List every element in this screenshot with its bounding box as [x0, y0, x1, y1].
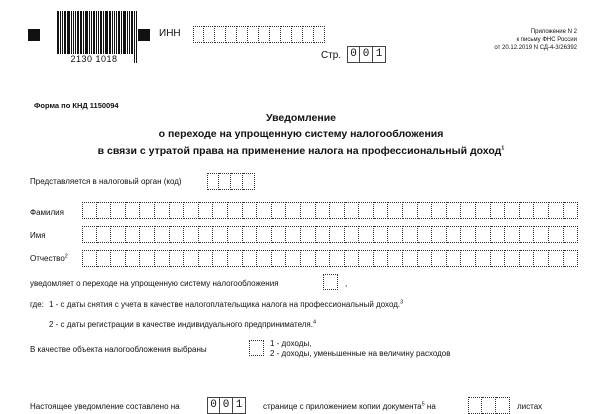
input-cell[interactable]: [418, 226, 433, 243]
input-cell[interactable]: [82, 226, 97, 243]
input-cell[interactable]: [388, 250, 403, 267]
input-cell[interactable]: [447, 250, 462, 267]
corner-marker-middle: [138, 29, 150, 41]
footer-sheets-field[interactable]: [468, 397, 510, 414]
barcode-number: 2130 1018: [54, 54, 134, 64]
input-cell[interactable]: [219, 173, 231, 190]
input-cell[interactable]: [184, 250, 199, 267]
input-cell[interactable]: [272, 226, 287, 243]
input-cell[interactable]: [237, 26, 248, 43]
input-cell[interactable]: [155, 202, 170, 219]
page-number-field[interactable]: [347, 46, 386, 63]
input-cell[interactable]: [316, 250, 331, 267]
where-label: где:: [30, 300, 44, 309]
title-footnote: 1: [501, 145, 505, 152]
name-field[interactable]: [82, 226, 578, 243]
appendix-line-2: к письму ФНС России: [516, 37, 577, 43]
input-cell[interactable]: [155, 250, 170, 267]
transition-option-field[interactable]: [323, 274, 338, 290]
title-line-2: о переходе на упрощенную систему налогообложения: [158, 128, 444, 140]
input-cell[interactable]: [491, 250, 506, 267]
input-cell[interactable]: [228, 226, 243, 243]
input-cell[interactable]: [447, 202, 462, 219]
input-cell[interactable]: [301, 250, 316, 267]
input-cell[interactable]: [82, 250, 97, 267]
input-cell[interactable]: [226, 26, 237, 43]
input-cell[interactable]: [228, 250, 243, 267]
input-cell[interactable]: [301, 226, 316, 243]
input-cell[interactable]: [564, 250, 579, 267]
input-cell[interactable]: [140, 226, 155, 243]
input-cell[interactable]: [301, 202, 316, 219]
notify-text: уведомляет о переходе на упрощенную систему налогообложения: [30, 279, 279, 288]
option-2-wrap: [49, 320, 316, 329]
input-cell[interactable]: [193, 26, 204, 43]
surname-field[interactable]: [82, 202, 578, 219]
input-cell[interactable]: [491, 226, 506, 243]
input-cell[interactable]: [432, 202, 447, 219]
input-cell[interactable]: [228, 202, 243, 219]
input-cell[interactable]: [314, 26, 325, 43]
surname-label: Фамилия: [30, 208, 64, 217]
input-cell[interactable]: [257, 202, 272, 219]
input-cell[interactable]: [388, 202, 403, 219]
notify-comma: ,: [345, 279, 348, 288]
input-cell[interactable]: [97, 202, 112, 219]
input-cell[interactable]: [482, 397, 496, 414]
input-cell[interactable]: [270, 26, 281, 43]
option-1-text: 1 - с даты снятия с учета в качестве налогоплательщика налога на профессиональный доход.: [49, 300, 401, 309]
name-label: Имя: [30, 231, 46, 240]
inn-field[interactable]: [193, 26, 325, 43]
input-cell[interactable]: [257, 226, 272, 243]
object-option-1: 1 - доходы,: [270, 339, 312, 348]
option-1-footnote: 3: [400, 299, 404, 306]
input-cell[interactable]: 0: [207, 397, 220, 414]
input-cell[interactable]: [461, 202, 476, 219]
tax-authority-code-field[interactable]: [207, 173, 255, 190]
input-cell[interactable]: [418, 202, 433, 219]
input-cell[interactable]: [281, 26, 292, 43]
input-cell[interactable]: [272, 202, 287, 219]
input-cell[interactable]: [243, 173, 255, 190]
tax-object-field[interactable]: [249, 340, 264, 356]
input-cell[interactable]: [403, 250, 418, 267]
title-line-3: в связи с утратой права на применение налога на профессиональный доход: [97, 145, 502, 157]
input-cell[interactable]: [82, 202, 97, 219]
input-cell[interactable]: [345, 226, 360, 243]
input-cell[interactable]: [374, 202, 389, 219]
footer-sheets-label: листах: [517, 402, 543, 411]
input-cell[interactable]: [476, 226, 491, 243]
object-option-2: 2 - доходы, уменьшенные на величину расходов: [270, 349, 451, 358]
input-cell[interactable]: [170, 250, 185, 267]
input-cell[interactable]: [534, 250, 549, 267]
input-cell[interactable]: [505, 250, 520, 267]
input-cell[interactable]: [316, 226, 331, 243]
input-cell[interactable]: [272, 250, 287, 267]
input-cell[interactable]: [243, 202, 258, 219]
input-cell[interactable]: [432, 226, 447, 243]
input-cell[interactable]: [184, 226, 199, 243]
input-cell[interactable]: [111, 250, 126, 267]
input-cell[interactable]: [215, 26, 226, 43]
tax-authority-label: Представляется в налоговый орган (код): [30, 177, 182, 186]
input-cell[interactable]: [111, 202, 126, 219]
input-cell[interactable]: [330, 202, 345, 219]
input-cell[interactable]: [345, 250, 360, 267]
option-2-footnote: 4: [312, 319, 317, 326]
input-cell[interactable]: [359, 250, 374, 267]
input-cell[interactable]: [388, 226, 403, 243]
input-cell[interactable]: [403, 202, 418, 219]
input-cell[interactable]: [476, 202, 491, 219]
patronymic-label-wrap: [30, 254, 68, 263]
input-cell[interactable]: [243, 250, 258, 267]
input-cell[interactable]: [330, 226, 345, 243]
form-knd: Форма по КНД 1150094: [34, 101, 119, 110]
title-line-3-wrap: [0, 145, 602, 157]
input-cell[interactable]: [231, 173, 243, 190]
input-cell[interactable]: [520, 250, 535, 267]
footer-text-pre: Настоящее уведомление составлено на: [30, 402, 180, 411]
input-cell[interactable]: [476, 250, 491, 267]
input-cell[interactable]: [549, 202, 564, 219]
input-cell[interactable]: [286, 226, 301, 243]
input-cell[interactable]: [249, 340, 264, 356]
input-cell[interactable]: [564, 202, 579, 219]
input-cell[interactable]: [257, 250, 272, 267]
input-cell[interactable]: [155, 226, 170, 243]
option-2-text: 2 - с даты регистрации в качестве индивидуального предпринимателя.: [49, 320, 313, 329]
footer-text-mid-wrap: [263, 402, 436, 411]
input-cell[interactable]: [505, 202, 520, 219]
footer-text-on: на: [426, 402, 436, 411]
footer-footnote: 5: [421, 401, 425, 408]
input-cell[interactable]: [126, 202, 141, 219]
input-cell[interactable]: [204, 26, 215, 43]
input-cell[interactable]: [564, 226, 579, 243]
input-cell[interactable]: [323, 274, 338, 290]
input-cell[interactable]: [461, 250, 476, 267]
input-cell[interactable]: 1: [233, 397, 246, 414]
input-cell[interactable]: [111, 226, 126, 243]
input-cell[interactable]: [520, 226, 535, 243]
input-cell[interactable]: [140, 202, 155, 219]
footer-pages-field[interactable]: [207, 397, 246, 414]
input-cell[interactable]: [520, 202, 535, 219]
input-cell[interactable]: [199, 250, 214, 267]
input-cell[interactable]: [199, 226, 214, 243]
input-cell[interactable]: [316, 202, 331, 219]
input-cell[interactable]: [243, 226, 258, 243]
title-line-1: Уведомление: [265, 112, 336, 124]
input-cell[interactable]: [213, 202, 228, 219]
input-cell[interactable]: [286, 250, 301, 267]
input-cell[interactable]: [213, 250, 228, 267]
patronymic-label: Отчество: [30, 254, 65, 263]
input-cell[interactable]: [359, 202, 374, 219]
input-cell[interactable]: [286, 202, 301, 219]
inn-label: ИНН: [159, 28, 181, 39]
input-cell[interactable]: [213, 226, 228, 243]
object-label: В качестве объекта налогообложения выбраны: [30, 345, 207, 354]
input-cell[interactable]: [248, 26, 259, 43]
input-cell[interactable]: [418, 250, 433, 267]
appendix-line-3: от 20.12.2019 N СД-4-3/26392: [494, 45, 577, 51]
input-cell[interactable]: 0: [220, 397, 233, 414]
input-cell[interactable]: [549, 250, 564, 267]
input-cell[interactable]: [374, 226, 389, 243]
input-cell[interactable]: [359, 226, 374, 243]
input-cell[interactable]: [259, 26, 270, 43]
input-cell[interactable]: [496, 397, 510, 414]
input-cell[interactable]: [199, 202, 214, 219]
patronymic-field[interactable]: [82, 250, 578, 267]
input-cell[interactable]: 0: [347, 46, 360, 63]
input-cell[interactable]: [97, 226, 112, 243]
input-cell[interactable]: [534, 202, 549, 219]
corner-marker-left: [28, 29, 40, 41]
input-cell[interactable]: [303, 26, 314, 43]
page-label: Стр.: [321, 50, 342, 61]
input-cell[interactable]: [292, 26, 303, 43]
input-cell[interactable]: [461, 226, 476, 243]
input-cell[interactable]: 1: [373, 46, 386, 63]
appendix-line-1: Приложение N 2: [530, 29, 577, 35]
input-cell[interactable]: [330, 250, 345, 267]
input-cell[interactable]: [126, 226, 141, 243]
input-cell[interactable]: [374, 250, 389, 267]
input-cell[interactable]: [432, 250, 447, 267]
input-cell[interactable]: [170, 202, 185, 219]
input-cell[interactable]: [447, 226, 462, 243]
input-cell[interactable]: [403, 226, 418, 243]
input-cell[interactable]: [534, 226, 549, 243]
input-cell[interactable]: [97, 250, 112, 267]
input-cell[interactable]: [468, 397, 482, 414]
patronymic-footnote: 2: [64, 253, 68, 260]
input-cell[interactable]: [505, 226, 520, 243]
footer-text-mid: странице с приложением копии документа: [263, 402, 422, 411]
input-cell[interactable]: [549, 226, 564, 243]
input-cell[interactable]: [126, 250, 141, 267]
input-cell[interactable]: [207, 173, 219, 190]
input-cell[interactable]: 0: [360, 46, 373, 63]
input-cell[interactable]: [345, 202, 360, 219]
option-1-wrap: [49, 300, 403, 309]
input-cell[interactable]: [491, 202, 506, 219]
input-cell[interactable]: [184, 202, 199, 219]
input-cell[interactable]: [140, 250, 155, 267]
input-cell[interactable]: [170, 226, 185, 243]
